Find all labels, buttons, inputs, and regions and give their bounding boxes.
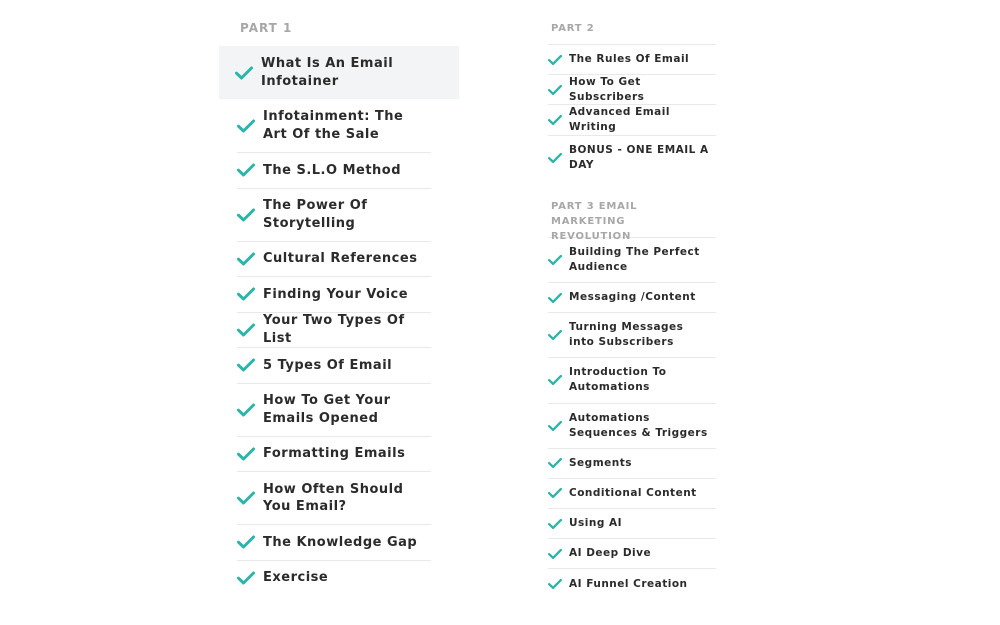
lesson-label: AI Funnel Creation — [569, 577, 688, 590]
lesson-label: Introduction To Automations — [569, 366, 667, 394]
checkmark-icon — [548, 84, 562, 96]
lesson-label: Infotainment: The Art Of the Sale — [263, 109, 404, 142]
lesson-item[interactable] — [237, 560, 431, 596]
lesson-item[interactable] — [548, 357, 716, 402]
checkmark-icon — [548, 152, 562, 164]
lesson-label: Messaging /Content — [569, 291, 696, 304]
checkmark-icon — [548, 374, 562, 386]
lesson-label: How Often Should You Email? — [263, 481, 404, 514]
lesson-item[interactable] — [237, 312, 431, 348]
lesson-item[interactable] — [237, 383, 431, 436]
lesson-item[interactable] — [548, 135, 716, 180]
lesson-item[interactable] — [548, 44, 716, 74]
part-1-lesson-list — [219, 46, 459, 595]
checkmark-icon — [548, 420, 562, 432]
lesson-item[interactable] — [237, 188, 431, 241]
lesson-item[interactable] — [548, 448, 716, 478]
lesson-item[interactable] — [237, 347, 431, 383]
lesson-item[interactable] — [237, 152, 431, 188]
lesson-label: Cultural References — [263, 251, 418, 266]
lesson-label: BONUS - ONE EMAIL A DAY — [569, 143, 709, 171]
lesson-label: Automations Sequences & Triggers — [569, 411, 708, 439]
lesson-label: Building The Perfect Audience — [569, 245, 700, 273]
part-1-heading: PART 1 — [240, 21, 293, 35]
checkmark-icon — [235, 66, 253, 80]
lesson-label: The Rules Of Email — [569, 53, 690, 66]
part-3-heading: PART 3 EMAIL MARKETING REVOLUTION — [551, 200, 638, 242]
parts-2-3-column — [548, 0, 716, 599]
part-2-heading: PART 2 — [551, 23, 595, 34]
lesson-item[interactable] — [237, 99, 431, 152]
lesson-label: Turning Messages into Subscribers — [569, 321, 684, 349]
lesson-label: What Is An Email Infotainer — [261, 56, 394, 89]
part-2-lesson-list — [548, 44, 716, 180]
lesson-label: The Knowledge Gap — [263, 534, 418, 550]
checkmark-icon — [237, 535, 255, 549]
checkmark-icon — [237, 358, 255, 372]
lesson-item[interactable] — [237, 471, 431, 524]
lesson-item[interactable] — [548, 478, 716, 508]
checkmark-icon — [237, 403, 255, 417]
lesson-label: The Power Of Storytelling — [263, 198, 368, 231]
lesson-label: AI Deep Dive — [569, 547, 652, 560]
checkmark-icon — [237, 571, 255, 585]
checkmark-icon — [548, 548, 562, 560]
lesson-label: The S.L.O Method — [263, 162, 402, 178]
lesson-label: How To Get Subscribers — [569, 75, 645, 103]
lesson-item[interactable] — [548, 568, 716, 598]
lesson-label: 5 Types Of Email — [263, 357, 393, 373]
checkmark-icon — [548, 114, 562, 126]
checkmark-icon — [237, 119, 255, 133]
lesson-label: Formatting Emails — [263, 446, 406, 461]
checkmark-icon — [548, 329, 562, 341]
part-1-column — [219, 0, 459, 595]
lesson-item[interactable] — [548, 312, 716, 357]
lesson-item[interactable] — [548, 104, 716, 134]
lesson-label: Using AI — [569, 517, 623, 530]
checkmark-icon — [548, 254, 562, 266]
checkmark-icon — [548, 457, 562, 469]
lesson-item[interactable] — [548, 508, 716, 538]
lesson-label: Conditional Content — [569, 486, 697, 499]
part-3-lesson-list — [548, 237, 716, 599]
checkmark-icon — [548, 54, 562, 66]
lesson-label: Finding Your Voice — [263, 286, 409, 302]
lesson-item[interactable] — [237, 436, 431, 472]
lesson-label: Your Two Types Of List — [263, 313, 405, 346]
lesson-item[interactable] — [548, 74, 716, 104]
lesson-item[interactable] — [548, 403, 716, 448]
checkmark-icon — [237, 208, 255, 222]
lesson-item[interactable] — [237, 241, 431, 277]
checkmark-icon — [548, 292, 562, 304]
lesson-item[interactable] — [237, 524, 431, 560]
checkmark-icon — [237, 163, 255, 177]
lesson-item[interactable] — [548, 282, 716, 312]
lesson-label: Exercise — [263, 570, 329, 585]
checkmark-icon — [548, 578, 562, 590]
lesson-label: Advanced Email Writing — [569, 105, 670, 133]
checkmark-icon — [237, 323, 255, 337]
checkmark-icon — [237, 287, 255, 301]
checkmark-icon — [237, 252, 255, 266]
checkmark-icon — [548, 518, 562, 530]
checkmark-icon — [548, 487, 562, 499]
lesson-item[interactable] — [237, 276, 431, 312]
lesson-label: How To Get Your Emails Opened — [263, 393, 391, 426]
lesson-item[interactable] — [548, 538, 716, 568]
checkmark-icon — [237, 491, 255, 505]
lesson-item[interactable] — [219, 46, 459, 99]
checkmark-icon — [237, 447, 255, 461]
lesson-label: Segments — [569, 456, 633, 469]
